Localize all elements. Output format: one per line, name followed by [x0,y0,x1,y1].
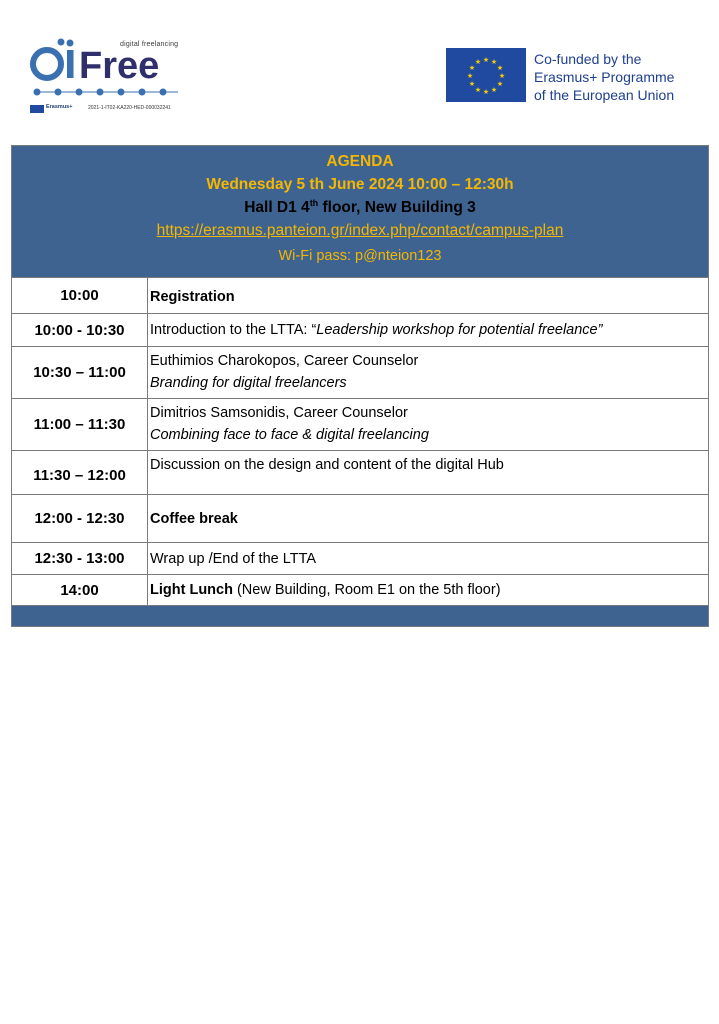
row-time: 11:30 – 12:00 [12,451,148,494]
agenda-date: Wednesday 5 th June 2024 10:00 – 12:30h [206,176,514,193]
agenda-row [12,347,708,399]
row-desc [148,575,708,605]
row-time: 10:00 [12,278,148,313]
agenda-row [12,278,708,314]
agenda-row [12,575,708,606]
svg-text:★: ★ [474,58,482,66]
agenda-table [11,145,709,627]
eu-cofunded-text [534,50,674,104]
agenda-row [12,451,708,495]
row-desc [148,278,708,313]
erasmus-mini-label: Erasmus+ [46,104,73,110]
svg-text:★: ★ [490,86,498,94]
logo-bottom-line [30,104,200,114]
row-italic: Branding for digital freelancers [150,375,347,391]
eu-text-line2: Erasmus+ Programme [534,69,675,85]
agenda-row [12,495,708,543]
row-desc [148,495,708,542]
svg-text:★: ★ [468,64,476,72]
row-time: 10:00 - 10:30 [12,314,148,346]
wifi-password: Wi-Fi pass: p@nteion123 [278,248,442,264]
row-text: Euthimios Charokopos, Career Counselor [150,353,419,369]
row-time: 11:00 – 11:30 [12,399,148,450]
agenda-header [12,146,708,278]
venue-text-after: floor, New Building 3 [318,199,476,216]
row-italic: Combining face to face & digital freelancing [150,427,429,443]
eu-cofunded-logo [446,48,706,106]
row-text: Introduction to the LTTA: “ [150,322,317,338]
row-desc [148,451,708,494]
row-desc [148,399,708,450]
svg-text:★: ★ [482,56,490,64]
venue-sup: th [309,197,319,208]
svg-text:★: ★ [490,58,498,66]
campus-plan-link[interactable]: https://erasmus.panteion.gr/index.php/contact/campus-plan [156,222,564,239]
agenda-row [12,314,708,347]
svg-text:★: ★ [498,72,506,80]
agenda-venue [12,196,708,219]
row-italic: Leadership workshop for potential freelance” [316,322,603,338]
svg-text:★: ★ [474,86,482,94]
row-text: Dimitrios Samsonidis, Career Counselor [150,405,408,421]
eu-flag-mini-icon [30,105,44,113]
logo-dots-decoration [32,87,182,97]
row-bold: Registration [150,289,235,305]
eu-text-line3: of the European Union [534,87,675,103]
row-bold: Light Lunch [150,582,233,598]
row-desc [148,543,708,574]
row-time: 14:00 [12,575,148,605]
venue-text: Hall D1 4 [244,199,310,216]
eu-text-line1: Co-funded by the [534,51,642,67]
agenda-row [12,543,708,575]
row-desc [148,314,708,346]
svg-text:★: ★ [496,80,504,88]
row-text: Wrap up /End of the LTTA [150,551,317,567]
row-time: 10:30 – 11:00 [12,347,148,398]
row-time: 12:30 - 13:00 [12,543,148,574]
row-text: Discussion on the design and content of the digital Hub [150,457,504,473]
agenda-title: AGENDA [326,153,394,170]
logo-tagline: digital freelancing [120,41,179,48]
row-desc [148,347,708,398]
svg-text:★: ★ [466,72,474,80]
agenda-row [12,399,708,451]
difree-wordmark: Free [79,45,160,84]
row-time: 12:00 - 12:30 [12,495,148,542]
difree-logo [30,38,200,118]
row-text: (New Building, Room E1 on the 5th floor) [232,582,501,598]
svg-text:★: ★ [482,88,490,96]
agenda-footer-band [12,606,708,626]
eu-flag-icon [446,48,526,102]
svg-text:★: ★ [496,64,504,72]
project-code: 2021-1-IT02-KA220-HED-000032241 [88,105,171,111]
svg-text:★: ★ [468,80,476,88]
row-bold: Coffee break [150,511,238,527]
